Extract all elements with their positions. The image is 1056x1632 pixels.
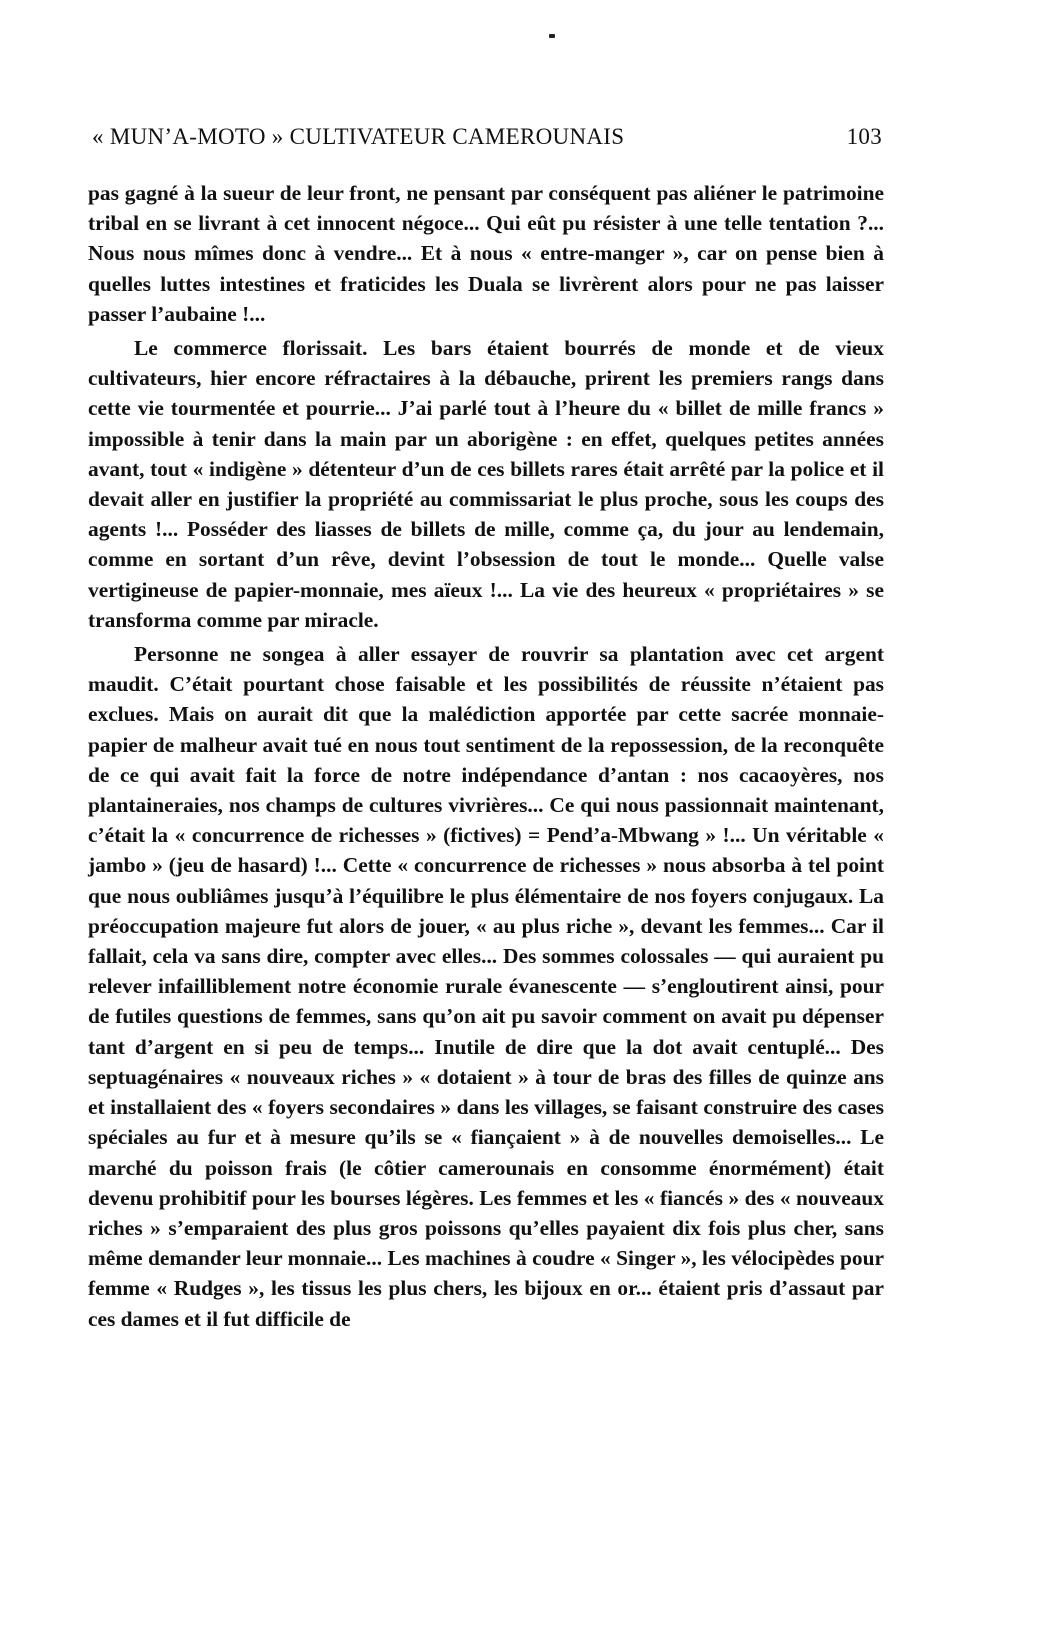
paragraph-3: Personne ne songea à aller essayer de rouvrir sa plantation avec cet argent maudit. C’était pourtant chose faisable et les possibilités de réussite n’étaient pas exclues. Mais on aurait dit que la malédiction apportée par cette sacrée monnaie-papier de malheur avait tué en nous tout sentiment de la repossession, de la reconquête de ce qui avait fait la force de notre indépendance d’antan : nos cacaoyères, nos plantaineraies, nos champs de cultures vivrières... Ce qui nous passionnait maintenant, c’était la « concurrence de richesses » (fictives) = Pend’a-Mbwang » !... Un véritable « jambo » (jeu de hasard) !... Cette « concurrence de richesses » nous absorba à tel point que nous oubliâmes jusqu’à l’équilibre le plus élémentaire de nos foyers conjugaux. La préoccupation majeure fut alors de jouer, « au plus riche », devant les femmes... Car il fallait, cela va sans dire, compter avec elles... Des sommes colossales — qui auraient pu relever infailliblement notre économie rurale évanescente — s’engloutirent ainsi, pour de futiles questions de femmes, sans qu’on ait pu savoir comment on avait pu dépenser tant d’argent en si peu de temps... Inutile de dire que la dot avait centuplé... Des septuagénaires « nouveaux riches » « dotaient » à tour de bras des filles de quinze ans et installaient des « foyers secondaires » dans les villages, se faisant construire des cases spéciales au fur et à mesure qu’ils se « fiançaient » à de nouvelles demoiselles... Le marché du poisson frais (le côtier camerounais en consomme énormément) était devenu prohibitif pour les bourses légères. Les femmes et les « fiancés » des « nouveaux riches » s’emparaient des plus gros poissons qu’elles payaient dix fois plus cher, sans même demander leur monnaie... Les machines à coudre « Singer », les vélocipèdes pour femme « Rudges », les tissus les plus chers, les bijoux en or... étaient pris d’assaut par ces dames et il fut difficile de (88, 642, 884, 1331)
paragraph-2: Le commerce florissait. Les bars étaient bourrés de monde et de vieux cultivateurs, hier encore réfractaires à la débauche, prirent les premiers rangs dans cette vie tourmentée et pourrie... J’ai parlé tout à l’heure du « billet de mille francs » impossible à tenir dans la main par un aborigène : en effet, quelques petites années avant, tout « indigène » détenteur d’un de ces billets rares était arrêté par la police et il devait aller en justifier la propriété au commissariat le plus proche, sous les coups des agents !... Posséder des liasses de billets de mille, comme ça, du jour au lendemain, comme en sortant d’un rêve, devint l’obsession de tout le monde... Quelle valse vertigineuse de papier-monnaie, mes aïeux !... La vie des heureux « propriétaires » se transforma comme par miracle. (88, 336, 884, 632)
page-header (92, 124, 882, 154)
paragraph-1: pas gagné à la sueur de leur front, ne pensant par conséquent pas aliéner le patrimoine tribal en se livrant à cet innocent négoce... Qui eût pu résister à une telle tentation ?... Nous nous mîmes donc à vendre... Et à nous « entre-manger », car on pense bien à quelles luttes intestines et fraticides les Duala se livrèrent alors pour ne pas laisser passer l’aubaine !... (88, 181, 884, 326)
running-title: « MUN’A-MOTO » CULTIVATEUR CAMEROUNAIS (92, 124, 625, 149)
ink-speck (549, 34, 555, 38)
page-number: 103 (846, 124, 882, 149)
body-text (88, 178, 884, 1338)
